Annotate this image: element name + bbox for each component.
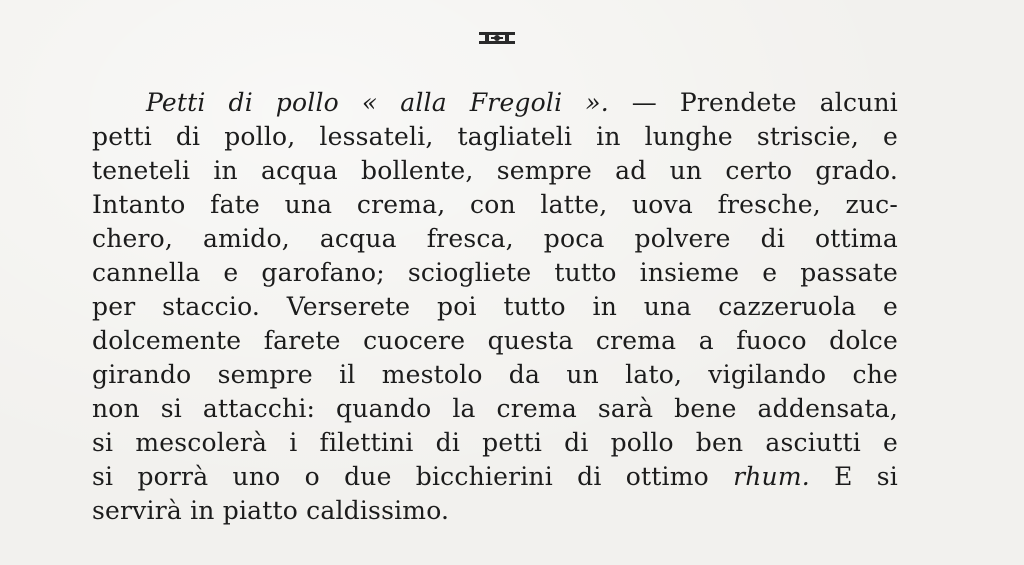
recipe-line: si mescolerà i filettini di petti di pollo ben asciutti e (92, 428, 898, 457)
recipe-line (92, 86, 898, 120)
rhum-word: rhum. (733, 462, 810, 491)
recipe-line: dolcemente farete cuocere questa crema a fuoco dolce (92, 326, 898, 355)
recipe-line (92, 460, 898, 494)
recipe-line: chero, amido, acqua fresca, poca polvere di ottima (92, 224, 898, 253)
recipe-first-line-text: — Prendete alcuni (608, 88, 898, 117)
recipe-line-text: E si (809, 462, 899, 491)
recipe-paragraph (92, 86, 898, 528)
ornament-icon (478, 30, 516, 46)
recipe-line: servirà in piatto caldissimo. (92, 496, 450, 525)
recipe-line: Intanto fate una crema, con latte, uova fresche, zuc- (92, 190, 898, 219)
recipe-line-text: si porrà uno o due bicchierini di ottimo (92, 462, 734, 491)
recipe-line: non si attacchi: quando la crema sarà bene addensata, (92, 394, 898, 423)
recipe-title: Petti di pollo « alla Fregoli ». (146, 88, 609, 117)
recipe-line: teneteli in acqua bollente, sempre ad un certo grado. (92, 156, 898, 185)
recipe-line: girando sempre il mestolo da un lato, vigilando che (92, 360, 898, 389)
recipe-line: petti di pollo, lessateli, tagliateli in lunghe striscie, e (92, 122, 898, 151)
recipe-line: cannella e garofano; sciogliete tutto insieme e passate (92, 258, 898, 287)
recipe-line: per staccio. Verserete poi tutto in una cazzeruola e (92, 292, 898, 321)
